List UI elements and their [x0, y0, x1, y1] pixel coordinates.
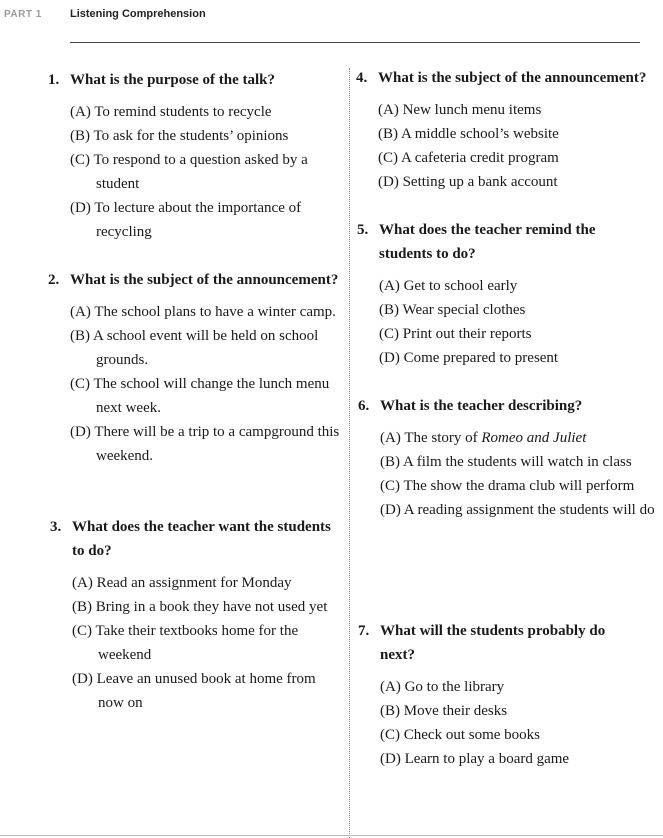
question-stem	[356, 66, 656, 90]
option-text: Check out some books	[403, 727, 540, 743]
question-stem	[48, 68, 340, 92]
option-text: Leave an unused book at home from now on	[96, 671, 316, 711]
option-text: To lecture about the importance of recycling	[94, 200, 302, 240]
question-stem	[358, 619, 638, 667]
question-text: What does the teacher want the students to do?	[72, 519, 331, 559]
option-text: Read an assignment for Monday	[96, 575, 292, 591]
option-text: Print out their reports	[402, 326, 532, 342]
option-letter: (A)	[379, 278, 400, 294]
option-letter: (D)	[380, 751, 401, 767]
question-text: What is the teacher describing?	[380, 398, 583, 414]
option-d[interactable]	[48, 420, 344, 468]
option-list	[50, 571, 340, 715]
question-stem	[48, 268, 344, 292]
part-label: PART 1	[4, 9, 42, 20]
question-number: 5.	[357, 222, 369, 238]
option-text: A film the students will watch in class	[402, 454, 632, 470]
question-1	[48, 68, 340, 244]
page-header	[0, 8, 663, 28]
question-text: What is the subject of the announcement?	[378, 70, 647, 86]
option-text: A cafeteria credit program	[400, 150, 559, 166]
option-letter: (A)	[380, 430, 401, 446]
option-b[interactable]	[358, 450, 656, 474]
option-letter: (D)	[380, 502, 401, 518]
option-text: A reading assignment the students will do	[403, 502, 655, 518]
option-d[interactable]	[358, 498, 656, 522]
question-number: 3.	[50, 519, 62, 535]
option-d[interactable]	[358, 747, 638, 771]
option-letter: (A)	[70, 104, 91, 120]
option-a[interactable]	[358, 675, 638, 699]
section-title: Listening Comprehension	[70, 8, 206, 20]
option-c[interactable]	[357, 322, 627, 346]
option-a[interactable]	[48, 100, 340, 124]
option-b[interactable]	[358, 699, 638, 723]
question-3	[50, 515, 340, 715]
option-letter: (B)	[70, 328, 90, 344]
option-b[interactable]	[357, 298, 627, 322]
option-b[interactable]	[50, 595, 340, 619]
option-list	[358, 426, 656, 522]
question-6	[358, 394, 656, 522]
option-text: To respond to a question asked by a student	[93, 152, 308, 192]
option-letter: (C)	[380, 727, 400, 743]
option-letter: (C)	[378, 150, 398, 166]
option-letter: (C)	[70, 376, 90, 392]
option-text: The school plans to have a winter camp.	[94, 304, 336, 320]
option-letter: (C)	[72, 623, 92, 639]
option-letter: (A)	[380, 679, 401, 695]
option-letter: (B)	[70, 128, 90, 144]
option-letter: (C)	[379, 326, 399, 342]
header-rule	[70, 42, 640, 43]
option-letter: (A)	[72, 575, 93, 591]
option-text: The show the drama club will perform	[403, 478, 635, 494]
option-d[interactable]	[356, 170, 656, 194]
option-b[interactable]	[356, 122, 656, 146]
option-letter: (D)	[72, 671, 93, 687]
option-text: Go to the library	[404, 679, 505, 695]
option-c[interactable]	[356, 146, 656, 170]
option-b[interactable]	[48, 124, 340, 148]
option-list	[358, 675, 638, 771]
option-text: Come prepared to present	[403, 350, 559, 366]
question-number: 4.	[356, 70, 368, 86]
option-a[interactable]	[48, 300, 344, 324]
option-d[interactable]	[50, 667, 340, 715]
option-letter: (D)	[70, 200, 91, 216]
option-letter: (B)	[380, 454, 400, 470]
option-letter: (B)	[72, 599, 92, 615]
bottom-rule	[0, 835, 663, 836]
option-text: A school event will be held on school grounds.	[92, 328, 319, 368]
option-letter: (C)	[380, 478, 400, 494]
option-title-italic: Romeo and Juliet	[481, 430, 587, 446]
option-letter: (D)	[379, 350, 400, 366]
question-text: What will the students probably do next?	[380, 623, 606, 663]
option-text: Take their textbooks home for the weekend	[95, 623, 299, 663]
option-letter: (D)	[378, 174, 399, 190]
option-text: Wear special clothes	[402, 302, 526, 318]
option-letter: (D)	[70, 424, 91, 440]
option-list	[356, 98, 656, 194]
option-text: Move their desks	[403, 703, 508, 719]
option-d[interactable]	[48, 196, 340, 244]
option-text: There will be a trip to a campground this weekend.	[94, 424, 340, 464]
question-number: 1.	[48, 72, 60, 88]
option-text: Learn to play a board game	[404, 751, 570, 767]
option-list	[48, 100, 340, 244]
option-c[interactable]	[48, 372, 344, 420]
question-number: 7.	[358, 623, 370, 639]
option-text: New lunch menu items	[402, 102, 542, 118]
question-stem	[357, 218, 627, 266]
option-text: Setting up a bank account	[402, 174, 558, 190]
question-number: 2.	[48, 272, 60, 288]
question-number: 6.	[358, 398, 370, 414]
question-5	[357, 218, 627, 370]
option-text: Bring in a book they have not used yet	[95, 599, 328, 615]
option-a[interactable]	[357, 274, 627, 298]
option-c[interactable]	[48, 148, 340, 196]
question-4	[356, 66, 656, 194]
question-text: What is the purpose of the talk?	[70, 72, 276, 88]
option-list	[48, 300, 344, 468]
question-2	[48, 268, 344, 468]
option-d[interactable]	[357, 346, 627, 370]
option-list	[357, 274, 627, 370]
question-stem	[50, 515, 340, 563]
option-a[interactable]	[50, 571, 340, 595]
option-letter: (A)	[378, 102, 399, 118]
option-b[interactable]	[48, 324, 344, 372]
option-text: To remind students to recycle	[94, 104, 272, 120]
option-text: The school will change the lunch menu next week.	[93, 376, 330, 416]
option-letter: (A)	[70, 304, 91, 320]
option-text: A middle school’s website	[400, 126, 559, 142]
column-divider	[349, 68, 350, 838]
option-c[interactable]	[358, 474, 656, 498]
question-text: What does the teacher remind the students to do?	[379, 222, 596, 262]
question-7	[358, 619, 638, 771]
option-c[interactable]	[358, 723, 638, 747]
question-text: What is the subject of the announcement?	[70, 272, 339, 288]
option-letter: (B)	[380, 703, 400, 719]
option-text: To ask for the students’ opinions	[93, 128, 289, 144]
option-text: Get to school early	[403, 278, 518, 294]
option-a[interactable]	[356, 98, 656, 122]
question-stem	[358, 394, 656, 418]
option-a[interactable]	[358, 426, 656, 450]
option-letter: (B)	[378, 126, 398, 142]
option-letter: (B)	[379, 302, 399, 318]
option-letter: (C)	[70, 152, 90, 168]
option-text: The story of	[404, 430, 482, 446]
option-c[interactable]	[50, 619, 340, 667]
